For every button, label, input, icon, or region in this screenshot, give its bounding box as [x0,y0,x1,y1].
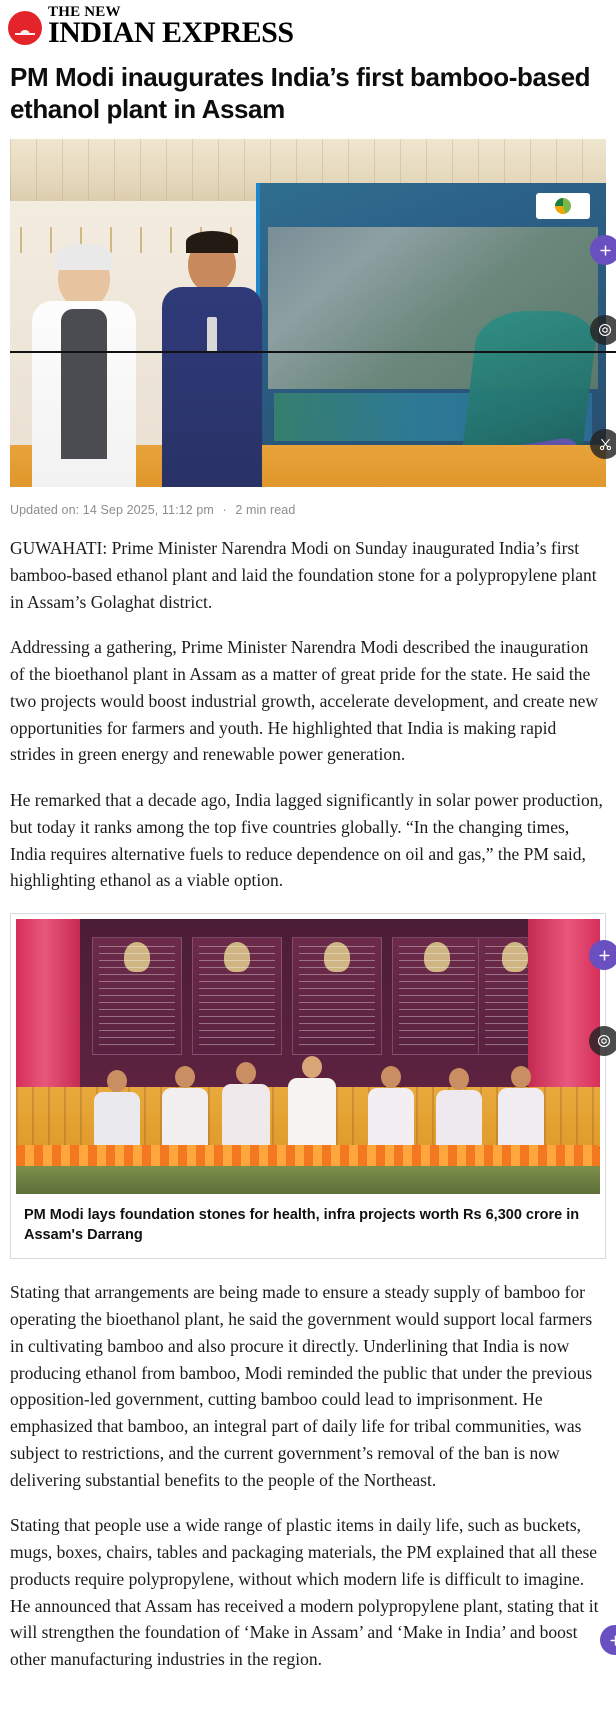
emblem-icon [224,942,250,972]
figure-caption: PM Modi lays foundation stones for health, infra projects worth Rs 6,300 crore in Assam's Darrang [24,1207,580,1244]
plus-icon [608,1633,616,1648]
logo-line-2: INDIAN EXPRESS [48,16,294,50]
camera-icon [597,322,613,338]
hero-image [10,139,606,487]
paragraph: Addressing a gathering, Prime Minister Narendra Modi described the inauguration of the bioethanol plant in Assam as a matter of great pride for the state. He said the two projects would boost industrial growth, accelerate development, and create new opportunities for farmers and youth. He highlighted that India is making rapid strides in green energy and renewable power generation. [10,637,598,765]
logo-line-1: THE NEW [48,4,121,20]
overlay-divider-line [10,351,616,353]
plus-icon [597,948,612,963]
plaque-panel [392,937,482,1055]
article-body-top [10,535,606,894]
inline-figure [10,913,606,1259]
paragraph: GUWAHATI: Prime Minister Narendra Modi on Sunday inaugurated India’s first bamboo-based ethanol plant and laid the foundation stone for a polypropylene plant in Assam’s Golaghat district. [10,538,597,612]
meta-separator: · [222,503,227,518]
plus-icon [598,243,613,258]
floral-decoration [16,1166,600,1194]
article-meta [10,503,606,517]
paragraph: He remarked that a decade ago, India lagged significantly in solar power production, but today it ranks among the top five countries globally. “In the changing times, India requires alternative fuels to reduce dependence on oil and gas,” the PM said, highlighting ethanol as a viable option. [10,790,603,891]
emblem-icon [124,942,150,972]
figure-image [16,919,600,1194]
article-headline: PM Modi inaugurates India’s first bamboo-based ethanol plant in Assam [10,61,591,124]
hero-media [10,139,606,487]
updated-timestamp: Updated on: 14 Sep 2025, 11:12 pm [10,503,214,518]
newspaper-logo-icon[interactable] [8,11,42,45]
emblem-icon [502,942,528,972]
capture-button[interactable] [590,315,616,345]
capture-button[interactable] [589,1026,616,1056]
paragraph: Stating that people use a wide range of plastic items in daily life, such as buckets, mugs, boxes, chairs, tables and packaging materials, the PM explained that all these products require polypropylene, without which modern life is difficult to imagine. He announced that Assam has received a modern polypropylene plant, stating that it will strengthen the foundation of ‘Make in Assam’ and ‘Make in India’ and boost other manufacturing industries in the region. [10,1515,599,1670]
add-button[interactable] [590,235,616,265]
site-masthead [0,0,616,55]
site-logo-wordmark[interactable] [48,4,294,50]
plaque-panel [92,937,182,1055]
snip-button[interactable] [590,429,616,459]
paragraph: Stating that arrangements are being made to ensure a steady supply of bamboo for operating the bioethanol plant, he said the government would support local farmers in cultivating bamboo and also procure it directly. Underlining that India is now producing ethanol from bamboo, Modi reminded the public that under the previous opposition-led government, cutting bamboo could lead to imprisonment. He emphasized that bamboo, an integral part of daily life for tribal communities, was subject to restrictions, and the current government’s removal of the ban is now delivering substantial benefits to the people of the Northeast. [10,1282,593,1490]
nrl-logo-icon [536,193,590,219]
hero-image-content [10,139,606,487]
plaque-panel [192,937,282,1055]
scissors-icon [598,437,613,452]
person-figure [32,249,136,487]
person-figure [162,237,262,487]
emblem-icon [324,942,350,972]
emblem-icon [424,942,450,972]
article-body-bottom [10,1279,606,1673]
read-time: 2 min read [235,503,296,518]
add-button[interactable] [589,940,616,970]
plaque-panel [292,937,382,1055]
plant-structure [461,311,599,461]
camera-icon [596,1033,612,1049]
